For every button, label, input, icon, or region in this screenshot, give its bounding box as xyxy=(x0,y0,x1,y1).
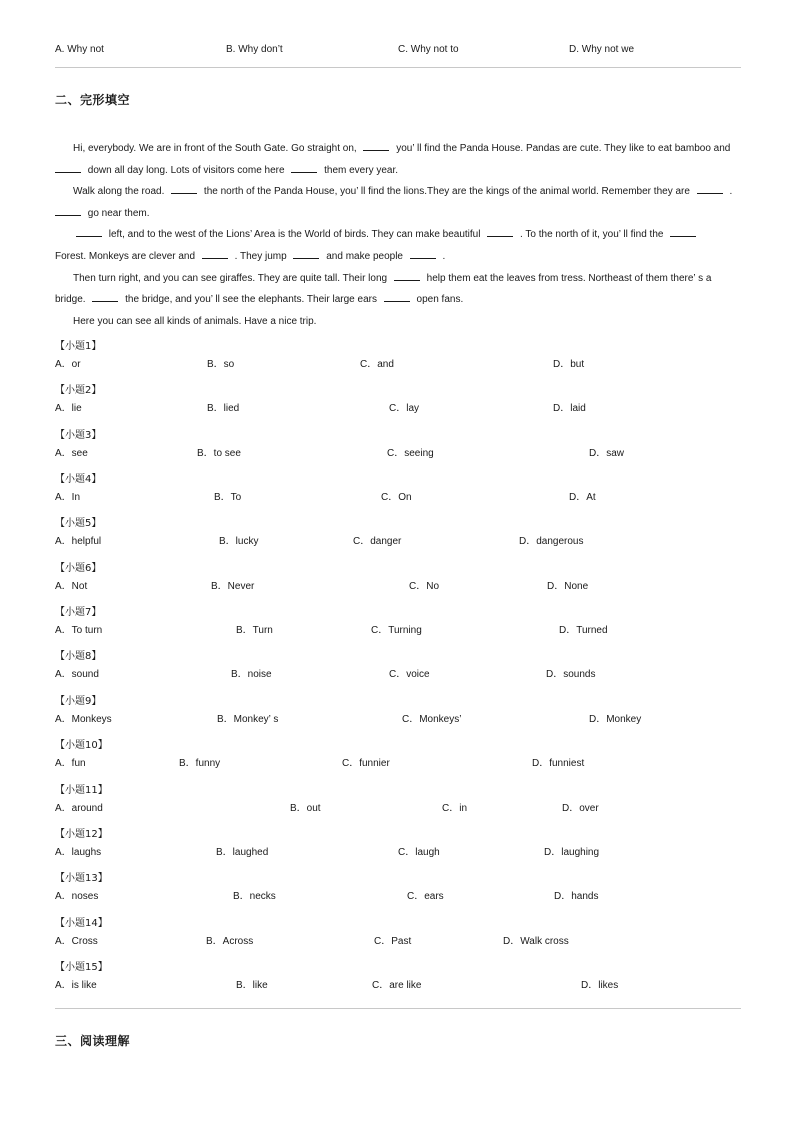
question-option: B．noise xyxy=(231,669,272,680)
section-title-cloze: 二、完形填空 xyxy=(55,93,131,107)
question-option: C．in xyxy=(442,803,468,814)
top-option-c: C. Why not to xyxy=(398,44,459,55)
question-option: C．are like xyxy=(372,980,422,991)
question-option: C．danger xyxy=(353,536,402,547)
question-option: D．over xyxy=(562,803,599,814)
question-option: A．noses xyxy=(55,891,99,902)
question-option: D．At xyxy=(569,492,596,503)
passage-line-9: Here you can see all kinds of animals. Have a nice trip. xyxy=(73,315,317,327)
question-label: 【小题2】 xyxy=(55,385,102,396)
passage-line-3: Walk along the road. the north of the Panda House, you’ ll find the lions.They are the kings of the animal world. Remember they are . xyxy=(73,186,733,198)
blank xyxy=(670,227,696,237)
blank xyxy=(171,184,197,194)
question-option: B．Monkey’ s xyxy=(217,714,279,725)
passage-line-5: left, and to the west of the Lions’ Area is the World of birds. They can make beautiful . To the north of it, you’ ll find the xyxy=(55,224,741,246)
question-option: B．laughed xyxy=(216,847,269,858)
question-label: 【小题14】 xyxy=(55,918,108,929)
blank xyxy=(394,271,420,281)
question-option: B．to see xyxy=(197,448,241,459)
question-option: C．funnier xyxy=(342,758,390,769)
blank xyxy=(410,249,436,259)
question-label: 【小题5】 xyxy=(55,518,102,529)
top-option-a: A. Why not xyxy=(55,44,104,55)
question-option: B．Never xyxy=(211,581,255,592)
passage-line-4: go near them. xyxy=(55,203,741,225)
question-option: A．helpful xyxy=(55,536,102,547)
passage-line-8: bridge. the bridge, and you’ ll see the elephants. Their large ears open fans. xyxy=(55,294,464,306)
top-option-d: D. Why not we xyxy=(569,44,635,55)
question-option: D．sounds xyxy=(546,669,596,680)
top-option-b: B. Why don’t xyxy=(226,44,283,55)
question-option: B．lied xyxy=(207,403,240,414)
question-option: A．To turn xyxy=(55,625,103,636)
question-option: D．funniest xyxy=(532,758,585,769)
question-option: D．hands xyxy=(554,891,599,902)
question-option: D．laid xyxy=(553,403,586,414)
question-label: 【小题12】 xyxy=(55,829,108,840)
question-option: D．Walk cross xyxy=(503,936,569,947)
question-label: 【小题11】 xyxy=(55,785,108,796)
question-option: C．laugh xyxy=(398,847,440,858)
question-option: D．dangerous xyxy=(519,536,584,547)
question-option: C．Turning xyxy=(371,625,422,636)
divider-top xyxy=(55,67,741,68)
question-label: 【小题9】 xyxy=(55,696,102,707)
passage-line-1: Hi, everybody. We are in front of the South Gate. Go straight on, you’ ll find the Panda House. Pandas are cute. They like to eat bamboo and xyxy=(73,143,731,154)
question-label: 【小题7】 xyxy=(55,607,102,618)
question-option: C．Past xyxy=(374,936,412,947)
question-option: C．seeing xyxy=(387,448,434,459)
blank xyxy=(291,163,317,173)
question-option: D．saw xyxy=(589,448,625,459)
question-option: A．Monkeys xyxy=(55,714,112,725)
question-label: 【小题3】 xyxy=(55,430,102,441)
question-option: D．laughing xyxy=(544,847,600,858)
blank xyxy=(697,184,723,194)
question-option: B．To xyxy=(214,492,242,503)
question-option: B．Turn xyxy=(236,625,273,636)
question-option: B．like xyxy=(236,980,268,991)
blank xyxy=(384,292,410,302)
question-label: 【小题1】 xyxy=(55,341,102,352)
blank xyxy=(202,249,228,259)
question-option: D．likes xyxy=(581,980,619,991)
blank xyxy=(363,141,389,151)
question-option: A．In xyxy=(55,492,81,503)
question-option: A．or xyxy=(55,359,81,370)
question-option: A．sound xyxy=(55,669,99,680)
divider-bottom xyxy=(55,1008,741,1009)
question-option: C．Monkeys’ xyxy=(402,714,462,725)
question-label: 【小题4】 xyxy=(55,474,102,485)
question-option: A．fun xyxy=(55,758,86,769)
question-option: A．Not xyxy=(55,581,88,592)
question-option: C．and xyxy=(360,359,394,370)
question-option: B．so xyxy=(207,359,235,370)
passage-line-7: Then turn right, and you can see giraffes. They are quite tall. Their long help them eat the leaves from tress. Northeast of them there’ s a xyxy=(73,272,712,284)
question-option: A．laughs xyxy=(55,847,102,858)
blank xyxy=(55,206,81,216)
blank xyxy=(76,227,102,237)
question-option: D．Turned xyxy=(559,625,608,636)
question-option: A．see xyxy=(55,448,88,459)
blank xyxy=(487,227,513,237)
section-title-reading: 三、阅读理解 xyxy=(55,1034,131,1048)
blank xyxy=(55,163,81,173)
question-option: C．On xyxy=(381,492,412,503)
blank xyxy=(92,292,118,302)
cloze-passage xyxy=(55,138,741,332)
question-label: 【小题6】 xyxy=(55,563,102,574)
question-label: 【小题10】 xyxy=(55,740,108,751)
question-option: D．None xyxy=(547,581,589,592)
question-label: 【小题15】 xyxy=(55,962,108,973)
question-option: C．ears xyxy=(407,891,444,902)
question-option: B．out xyxy=(290,803,321,814)
question-option: C．No xyxy=(409,581,440,592)
question-label: 【小题8】 xyxy=(55,651,102,662)
question-option: C．lay xyxy=(389,403,420,414)
question-option: B．necks xyxy=(233,891,276,902)
question-option: C．voice xyxy=(389,669,430,680)
question-option: B．funny xyxy=(179,758,221,769)
question-option: B．Across xyxy=(206,936,254,947)
question-option: D．Monkey xyxy=(589,714,642,725)
question-option: A．lie xyxy=(55,403,82,414)
passage-line-6: Forest. Monkeys are clever and . They jump and make people . xyxy=(55,250,446,262)
question-option: A．Cross xyxy=(55,936,98,947)
question-option: B．lucky xyxy=(219,536,259,547)
blank xyxy=(293,249,319,259)
question-label: 【小题13】 xyxy=(55,873,108,884)
question-option: D．but xyxy=(553,359,585,370)
question-option: A．around xyxy=(55,803,103,814)
passage-line-2: down all day long. Lots of visitors come here them every year. xyxy=(55,160,741,182)
question-option: A．is like xyxy=(55,980,97,991)
